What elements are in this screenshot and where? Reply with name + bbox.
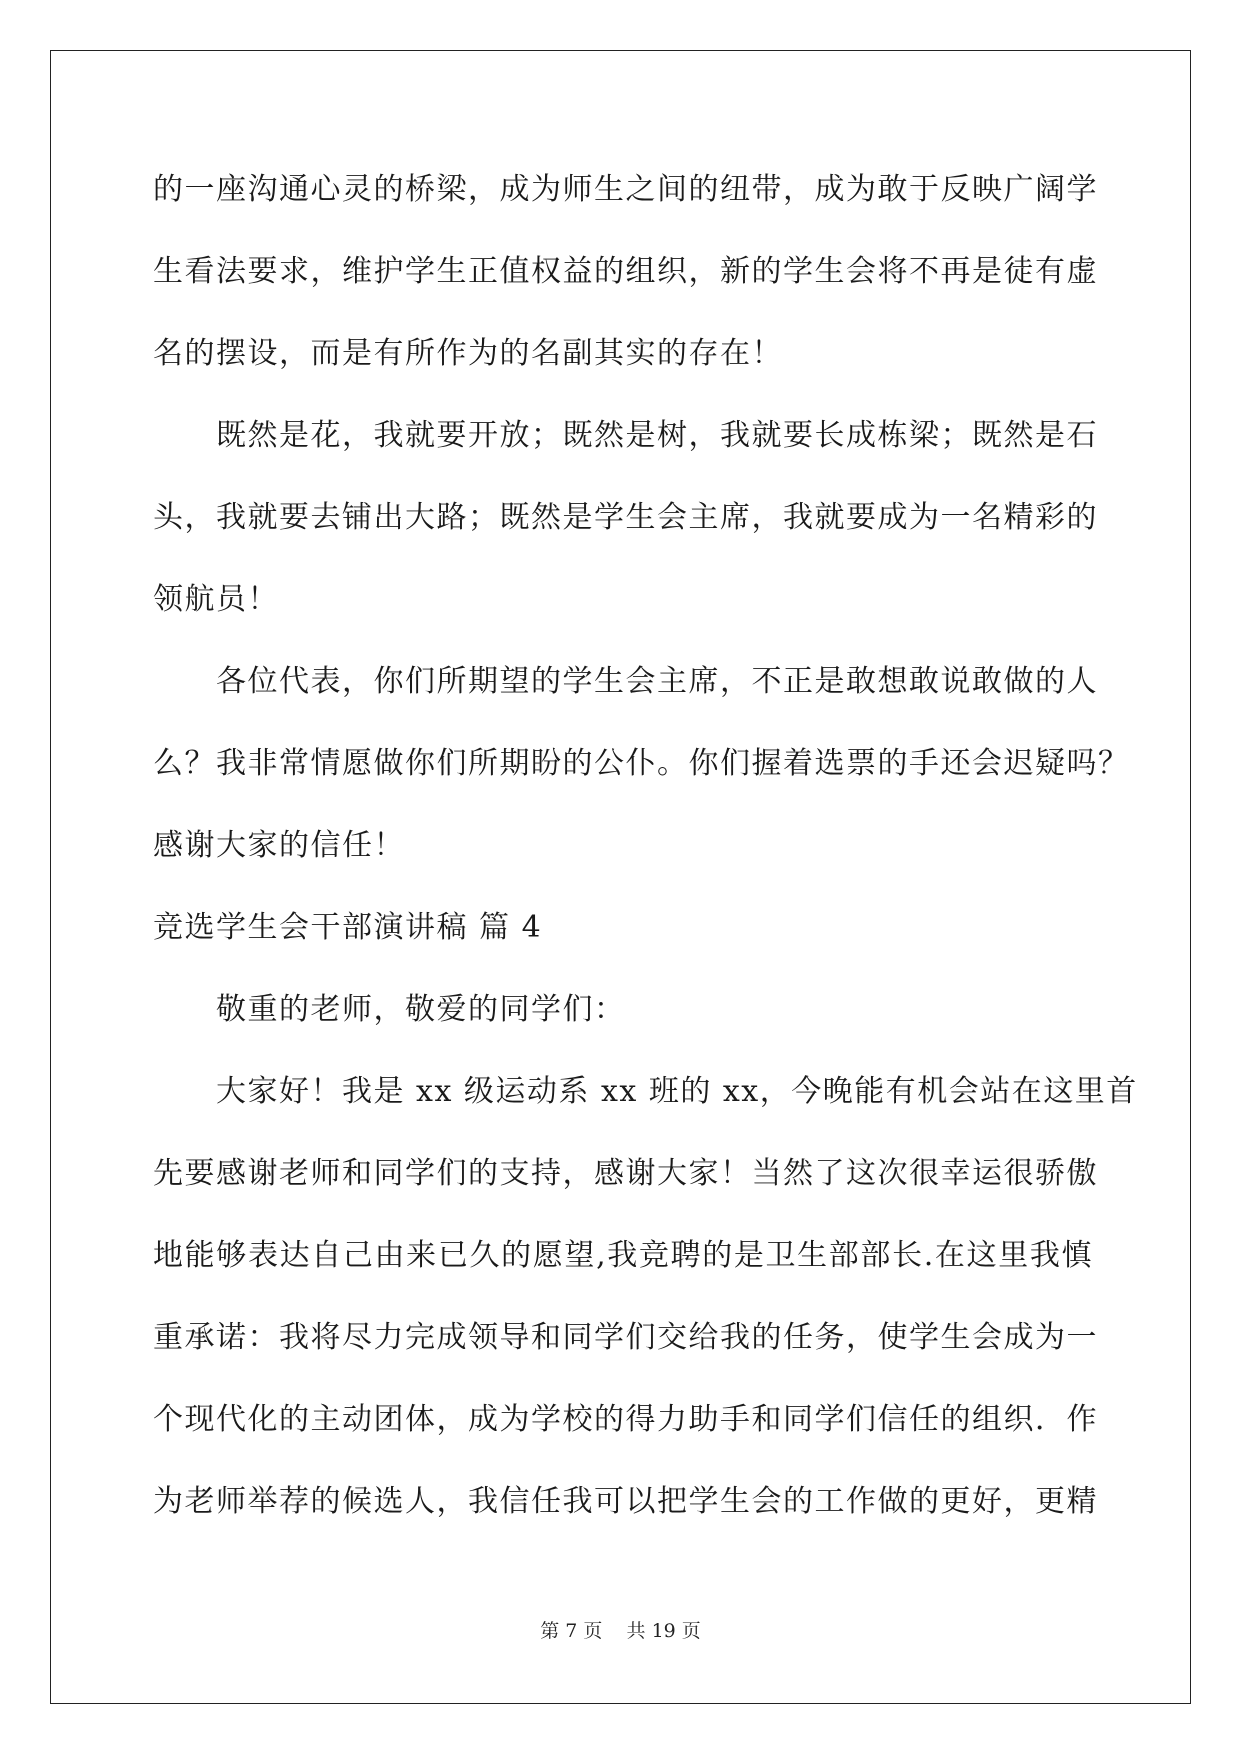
text-line: 为老师举荐的候选人，我信任我可以把学生会的工作做的更好，更精 xyxy=(153,1484,1098,1519)
paragraph-first-line: 既然是花，我就要开放；既然是树，我就要长成栋梁；既然是石 xyxy=(216,418,1098,453)
text-line: 名的摆设，而是有所作为的名副其实的存在！ xyxy=(153,336,783,371)
document-body xyxy=(153,160,1138,1554)
text-line: 生看法要求，维护学生正值权益的组织，新的学生会将不再是徒有虚 xyxy=(153,254,1098,289)
text-line: 先要感谢老师和同学们的支持，感谢大家！当然了这次很幸运很骄傲 xyxy=(153,1156,1098,1191)
page-footer xyxy=(0,1616,1241,1643)
salutation-line: 敬重的老师，敬爱的同学们： xyxy=(216,992,626,1027)
text-line: 地能够表达自己由来已久的愿望,我竞聘的是卫生部部长.在这里我慎 xyxy=(153,1238,1093,1273)
text-line: 的一座沟通心灵的桥梁，成为师生之间的纽带，成为敢于反映广阔学 xyxy=(153,172,1098,207)
paragraph-first-line: 各位代表，你们所期望的学生会主席，不正是敢想敢说敢做的人 xyxy=(216,664,1098,699)
text-line: 感谢大家的信任！ xyxy=(153,828,405,863)
paragraph-first-line: 大家好！我是 xx 级运动系 xx 班的 xx，今晚能有机会站在这里首 xyxy=(216,1074,1138,1109)
text-line: 头，我就要去铺出大路；既然是学生会主席，我就要成为一名精彩的 xyxy=(153,500,1098,535)
text-line: 领航员！ xyxy=(153,582,279,617)
page-number: 第 7 页 共 19 页 xyxy=(540,1620,701,1642)
text-line: 重承诺：我将尽力完成领导和同学们交给我的任务，使学生会成为一 xyxy=(153,1320,1098,1355)
text-line: 么？我非常情愿做你们所期盼的公仆。你们握着选票的手还会迟疑吗？ xyxy=(153,746,1130,781)
text-line: 个现代化的主动团体，成为学校的得力助手和同学们信任的组织．作 xyxy=(153,1402,1098,1437)
section-heading: 竞选学生会干部演讲稿 篇 4 xyxy=(153,910,543,945)
